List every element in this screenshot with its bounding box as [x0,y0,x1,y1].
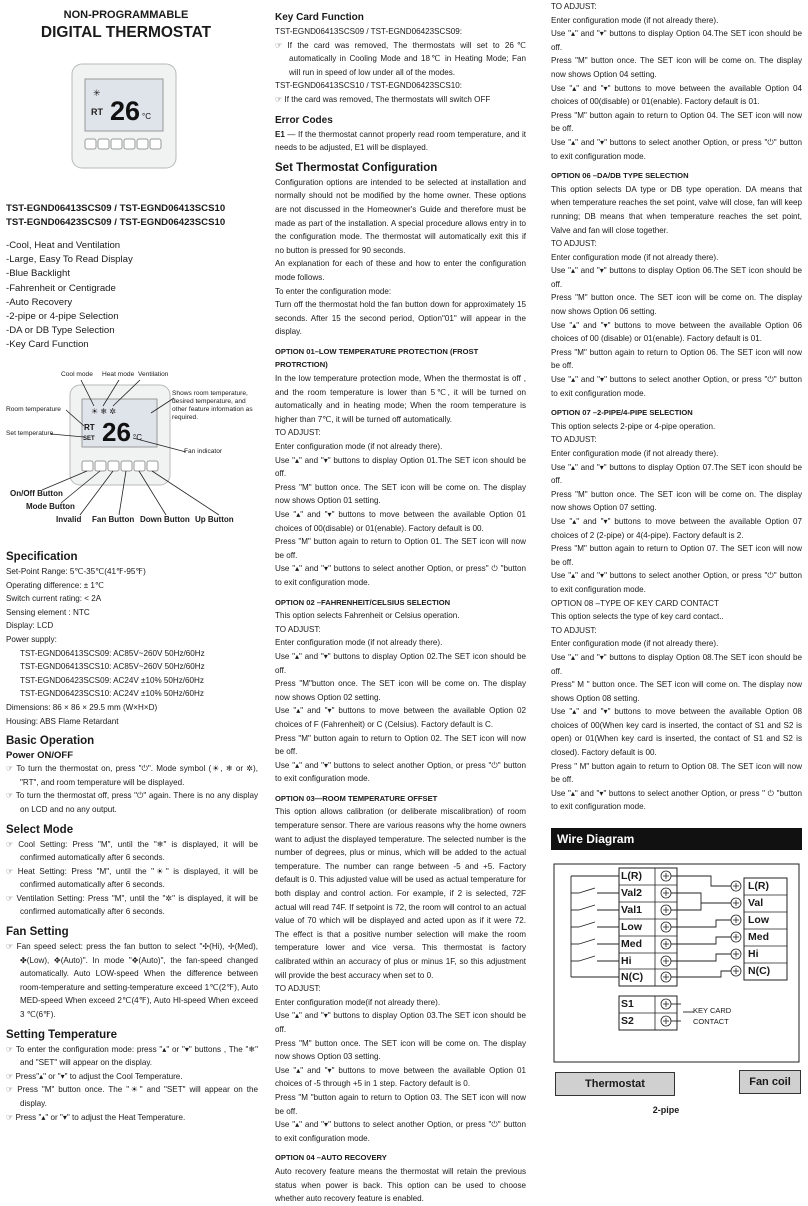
key-card-text: ☞ If the card was removed, The thermostats will switch OFF [275,94,491,104]
therm-terminal: Med [621,938,642,951]
option-01-text: In the low temperature protection mode, When the thermostat is off , and the room temperature is lower than 5℃, it will be turned on automatically and in heating mode; When the room temperature is higher than 7℃, it will be turned off automatically. [275,374,526,424]
spec-line: Set-Point Range: 5℃-35℃(41℉-95℉) [6,567,146,576]
key-card-heading: Key Card Function [275,12,364,23]
option-04-text: Enter configuration mode (if not already there). [551,15,719,25]
set-temp-text: ☞ Press "▴" or "▾" to adjust the Heat Temperature. [6,1112,186,1122]
fan-terminal: Val [748,897,764,910]
option-03-text: This option allows calibration (or deliberate miscalibration) of room temperature sensor. There are various reasons why the home owners want to adjust the displayed temperature. The selected number is the number of degrees, plus or minus, which will be added to the actual temperature. The number can range between -5 and +5. Factory default is 0. This adjusted value will be used as actual temperature for both display and control action. For example, if 2 is selected, 72F actual will read 74F. If setpoint is 72, the room will control to an actual value of 70 which will be displayed and acted upon as if it were 72. The effect is that a positive number selection will make the room temperature lower and vice versa. This thermostat is factory calibrated within an accuracy of plus or minus 1F, so this adjustment will provide the best accuracy when set to 0. [275,807,526,980]
spec-power-line: TST-EGND06413SCS09: AC85V~260V 50Hz/60Hz [20,648,205,658]
therm-terminal: Hi [621,955,632,968]
option-08-text: Enter configuration mode (if not already there). [551,639,719,649]
option-04-text: Press "M" button again to return to Option 04. The SET icon will now be off. [551,110,802,134]
option-01-text: Enter configuration mode (if not already there). [275,442,443,452]
label-fan-indicator: Fan indicator [184,448,223,455]
spec-power-line: TST-EGND06423SCS09: AC24V ±10% 50Hz/60Hz [20,675,204,685]
doc-subtitle: NON-PROGRAMMABLE [63,9,189,21]
svg-text:RT: RT [84,423,95,432]
basic-operation-heading: Basic Operation [6,735,95,748]
svg-text:26: 26 [102,417,131,447]
error-e1-text [275,128,526,155]
option-06-text: Use "▴" and "▾" buttons to display Option 06.The SET icon should be off. [551,266,802,289]
option-04-heading: OPTION 04 –AUTO RECOVERY [275,1153,387,1163]
error-codes-heading: Error Codes [275,114,333,126]
thermostat-photo [71,63,177,169]
therm-terminal: Val2 [621,887,643,900]
option-06-text: Press "M" button once. The SET icon will be come on. The display now shows Option 06 setting. [551,293,802,317]
option-07-text: TO ADJUST: [551,435,597,445]
set-temp-text: ☞ Press"▴" or "▾" to adjust the Cool Temperature. [6,1071,183,1081]
svg-text:°C: °C [133,433,142,442]
option-03-text: Press "M" button once. The SET icon will be come on. The display now shows Option 03 setting. [275,1038,526,1062]
spec-power-line: TST-EGND06413SCS10: AC85V~260V 50Hz/60Hz [20,662,205,672]
label-onoff-button: On/Off Button [10,489,63,498]
configuration-heading: Set Thermostat Configuration [275,161,438,174]
thermostat-label: Thermostat [555,1072,675,1096]
power-off-text: ☞ To turn the thermostat off, press "⏻" again. There is no any display on LCD and no any output. [6,791,258,814]
option-02-text: Press "M"button once. The SET icon will be come on. The display now shows Option 02 setting. [275,679,526,702]
key-card-models: TST-EGND06413SCS09 / TST-EGND06423SCS09: [275,27,462,36]
config-text: To enter the configuration mode: [275,286,392,296]
option-03-heading: OPTION 03—ROOM TEMPERATURE OFFSET [275,793,438,803]
column-left [6,0,264,1122]
fan-terminal: Hi [748,948,759,961]
option-04-text: Auto recovery feature means the thermostat will retain the previous status when power is back. This option can be used to choose whether auto recovery feature is enabled. [275,1166,526,1204]
therm-terminal: Low [621,921,642,934]
svg-text:SET: SET [83,436,95,442]
label-room-temperature: Room temperature [6,406,61,413]
option-02-text: Enter configuration mode (if not already there). [275,638,443,648]
option-08-text: Use "▴" and "▾" buttons to display Option 08.The SET icon should be off. [551,652,802,676]
label-cool-mode: Cool mode [61,371,93,378]
label-set-temperature: Set temperature [6,430,54,437]
option-08-text: TO ADJUST: [551,625,597,635]
set-temp-text: ☞ Press "M" button once. The "☀" and "SET" will appear on the display. [6,1085,258,1108]
option-04-text: Press "M" button once. The SET icon will be come on. The display now shows Option 04 setting. [551,56,802,79]
ventilation-setting-text: ☞ Ventilation Setting: Press "M", until the "✲" is displayed, it will be confirmed automatically after 6 seconds. [6,893,258,917]
option-02-text: Use "▴" and "▾" buttons to move between the available Option 02 choices of F (Fahrenheit) or C (Celsius). Factory default is C. [275,706,526,729]
option-06-text: Use "▴" and "▾" buttons to select another Option, or press "⏻" button to exit configuration mode. [551,375,802,398]
label-shows-info: Shows room temperature, desired temperature, and other feature information as required. [172,390,253,421]
option-08-text: Use "▴" and "▾" buttons to select another Option, or press " ⏻ "button to exit configuration mode. [551,788,802,812]
option-04-text: Use "▴" and "▾" buttons to display Option 04.The SET icon should be off. [551,29,802,52]
wire-diagram [551,856,802,1106]
option-03-text: Enter configuration mode(if not already there). [275,997,441,1007]
option-07-text: Use "▴" and "▾" buttons to display Option 07.The SET icon should be off. [551,462,802,486]
option-02-heading: OPTION 02 –FAHRENHEIT/CELSIUS SELECTION [275,597,451,607]
option-07-heading: OPTION 07 –2-PIPE/4-PIPE SELECTION [551,408,693,418]
feature-item: -Fahrenheit or Centigrade [6,282,116,294]
model-line-1: TST-EGND06413SCS09 / TST-EGND06413SCS10 [6,203,226,214]
feature-item: -Blue Backlight [6,268,70,280]
option-04-text: TO ADJUST: [551,2,597,11]
option-06-text: This option selects DA type or DB type operation. DA means that when temperature reaches the set point, valve will close, fan will keep running; DB means that when temperature reaches the set point, Valve and fan will close together. [551,184,802,235]
option-03-text: Use "▴" and "▾" buttons to display Option 03.The SET icon should be off. [275,1011,526,1034]
svg-text:✳: ✳ [93,88,101,98]
option-07-text: Use "▴" and "▾" buttons to move between the available Option 07 choices of 2 (2-pipe) or 4(4-pipe). Factory default is 2. [551,516,802,540]
option-07-text: Use "▴" and "▾" buttons to select another Option, or press "⏻" button to exit configuration mode. [551,571,802,594]
option-06-text: Press "M" button again to return to Option 06. The SET icon will now be off. [551,347,802,371]
key-card-models: TST-EGND06413SCS10 / TST-EGND06423SCS10: [275,81,462,91]
option-07-text: Press "M" button again to return to Option 07. The SET icon will now be off. [551,544,802,567]
label-invalid: Invalid [56,515,82,524]
wire-caption: 2-pipe [652,1105,680,1116]
svg-text:☀ ❄ ✲: ☀ ❄ ✲ [91,407,117,416]
option-07-text: This option selects 2-pipe or 4-pipe operation. [551,421,716,431]
option-06-text: Use "▴" and "▾" buttons to move between the available Option 06 choices of 00 (disable) or 01(enable). Factory default is 01. [551,320,802,344]
option-03-text: Press "M "button again to return to Option 03. The SET icon will now be off. [275,1092,526,1116]
doc-title: DIGITAL THERMOSTAT [40,24,212,41]
option-01-text: Use "▴" and "▾" buttons to move between the available Option 01 choices of 00(disable) or 01(enable). Factory default is 00. [275,510,526,533]
photo-unit: °C [142,112,151,121]
label-down-button: Down Button [140,515,190,524]
option-01-text: Press "M" button again to return to Option 01. The SET icon will now be off. [275,537,526,560]
power-on-text: ☞ To turn the thermostat on, press "⏻". Mode symbol (☀, ❄ or ✲), "RT", and room temperature will be displayed. [6,764,258,787]
feature-item: -2-pipe or 4-pipe Selection [6,311,119,323]
option-08-text: Press" M " button once. The SET icon will come on. The display now shows Option 08 setting. [551,680,802,703]
key-card-text: ☞ If the card was removed, The thermostats will set to 26℃ automatically in Cooling Mode and 18℃ in Heating Mode; Fan will run in speed of low under all of the modes. [275,40,526,77]
fan-speed-text: ☞ Fan speed select: press the fan button to select "✣(Hi), ✢(Med), ✤(Low), ✥(Auto)". In mode "✥(Auto)", the fan-speed changed automatically. Auto LOW-speed When the difference between room-temperature and setting-temperature exceed 1℃(2℉), Auto MED-speed When exceed 2℃(4℉), Auto HI-speed When exceed 3 ℃(6℉). [6,942,258,1020]
fan-terminal: Med [748,931,769,944]
config-text: Configuration options are intended to be selected at installation and normally should not be modified by the home owner. These options are not discussed in the Homeowner's Guide and therefore must be made as part of the installation. A special procedure allows entry in to the configuration mode. The thermostat will automatically exit this if no button is pressed for 90 seconds. [275,177,526,255]
spec-line: Switch current rating: < 2A [6,594,102,604]
cool-setting-text: ☞ Cool Setting: Press "M", until the "❄" is displayed, it will be confirmed automatically after 6 seconds. [6,839,258,863]
fan-terminal: Low [748,914,769,927]
option-08-text: Use "▴" and "▾" buttons to move between the available Option 08 choices of 00(When key card is inserted, the contact of S1 and S2 is open) or 01(When key card is inserted, the contact of S1 and S2 is closed). Factory default is 00. [551,707,802,758]
power-onoff-heading: Power ON/OFF [6,750,74,762]
spec-line: Sensing element : NTC [6,607,90,617]
error-code: E1 [275,129,285,139]
label-mode-button: Mode Button [26,502,75,511]
fan-coil-label: Fan coil [739,1070,801,1094]
spec-line: Display: LCD [6,621,54,631]
spec-line: Power supply: [6,634,57,644]
thermostat-diagram [6,368,264,528]
option-08-text: This option selects the type of key card contact.. [551,612,724,622]
spec-housing: Housing: ABS Flame Retardant [6,716,119,726]
therm-terminal: N(C) [621,971,644,984]
option-04-text: Use "▴" and "▾" buttons to select another Option, or press "⏻" button to exit configuration mode. [551,137,802,161]
option-07-text: Press "M" button once. The SET icon will be come on. The display now shows Option 07 setting. [551,489,802,513]
fan-setting-heading: Fan Setting [6,926,69,939]
card-terminal: S1 [621,998,634,1011]
option-01-text: Use "▴" and "▾" buttons to display Option 01.The SET icon should be off. [275,455,526,479]
option-06-text: TO ADJUST: [551,239,597,249]
photo-rt-label: RT [91,107,103,117]
spec-heading: Specification [6,551,78,563]
option-01-heading: OPTION 01–LOW TEMPERATURE PROTECTION (FROST PROTRCTION) [275,346,479,370]
label-heat-mode: Heat mode [102,371,135,378]
spec-power-line: TST-EGND06423SCS10: AC24V ±10% 50Hz/60Hz [20,689,204,699]
column-right [551,0,802,1118]
label-up-button: Up Button [195,515,234,524]
option-02-text: This option selects Fahrenheit or Celsius operation. [275,611,460,621]
option-02-text: Use "▴" and "▾" buttons to display Option 02.The SET icon should be off. [275,651,526,675]
feature-item: -Key Card Function [6,339,89,351]
config-text: Turn off the thermostat hold the fan button down for approximately 15 seconds. After 15 the second period, Option"01" will appear in the display. [275,300,526,337]
option-02-text: TO ADJUST: [275,624,321,634]
wire-diagram-heading: Wire Diagram [551,828,802,850]
card-terminal: S2 [621,1015,634,1028]
option-01-text: Press "M" button once. The SET icon will be come on. The display now shows Option 01 setting. [275,482,526,506]
fan-terminal: L(R) [748,880,769,893]
fan-terminal: N(C) [748,965,771,978]
option-03-text: Use "▴" and "▾" buttons to select another Option, or press "⏻" button to exit configuration mode. [275,1120,526,1143]
error-description: — If the thermostat cannot properly read room temperature, and it needs to be adjusted, E1 will be displayed. [275,129,526,153]
model-line-2: TST-EGND06423SCS09 / TST-EGND06423SCS10 [6,217,226,228]
feature-item: -DA or DB Type Selection [6,325,115,337]
feature-item: -Large, Easy To Read Display [6,254,133,266]
column-middle [275,10,526,1206]
config-text: An explanation for each of these and how to enter the configuration mode follows. [275,259,526,282]
option-06-heading: OPTION 06 –DA/DB TYPE SELECTION [551,171,689,181]
option-07-text: Enter configuration mode (if not already there). [551,449,719,458]
label-fan-button: Fan Button [92,515,135,524]
therm-terminal: Val1 [621,904,643,917]
option-01-text: Use "▴" and "▾" buttons to select another Option, or press" ⏻ "button to exit configuration mode. [275,564,526,587]
select-mode-heading: Select Mode [6,823,74,836]
key-card-contact-label: KEY CARD CONTACT [693,1006,732,1027]
spec-dimensions: Dimensions: 86 × 86 × 29.5 mm (W×H×D) [6,702,158,712]
therm-terminal: L(R) [621,870,642,883]
option-04-text: Use "▴" and "▾" buttons to move between the available Option 04 choices of 00(disable) or 01(enable). Factory default is 01. [551,83,802,107]
option-01-text: TO ADJUST: [275,428,321,438]
option-08-text: Press " M" button again to return to Option 08. The SET icon will now be off. [551,761,802,785]
feature-item: -Cool, Heat and Ventilation [6,240,121,251]
option-08-heading: OPTION 08 –TYPE OF KEY CARD CONTACT [551,598,719,608]
set-temp-text: ☞ To enter the configuration mode: press "▴" or "▾" buttons , The "❄" and "SET" will appear on the display. [6,1044,258,1068]
option-06-text: Enter configuration mode (if not already there). [551,252,719,262]
label-ventilation: Ventilation [138,371,169,378]
setting-temperature-heading: Setting Temperature [6,1028,117,1041]
photo-temp: 26 [110,96,141,126]
heat-setting-text: ☞ Heat Setting: Press "M", until the "☀" is displayed, it will be confirmed automatically after 6 seconds. [6,866,258,890]
option-03-text: Use "▴" and "▾" buttons to move between the available Option 01 choices of -5 through +5 in 1 step. Factory default is 0. [275,1065,526,1089]
option-02-text: Press "M" button again to return to Option 02. The SET icon will now be off. [275,733,526,757]
option-03-text: TO ADJUST: [275,984,321,994]
feature-item: -Auto Recovery [6,296,73,308]
spec-line: Operating difference: ± 1℃ [6,580,104,590]
option-02-text: Use "▴" and "▾" buttons to select another Option, or press "⏻" button to exit configuration mode. [275,760,526,784]
